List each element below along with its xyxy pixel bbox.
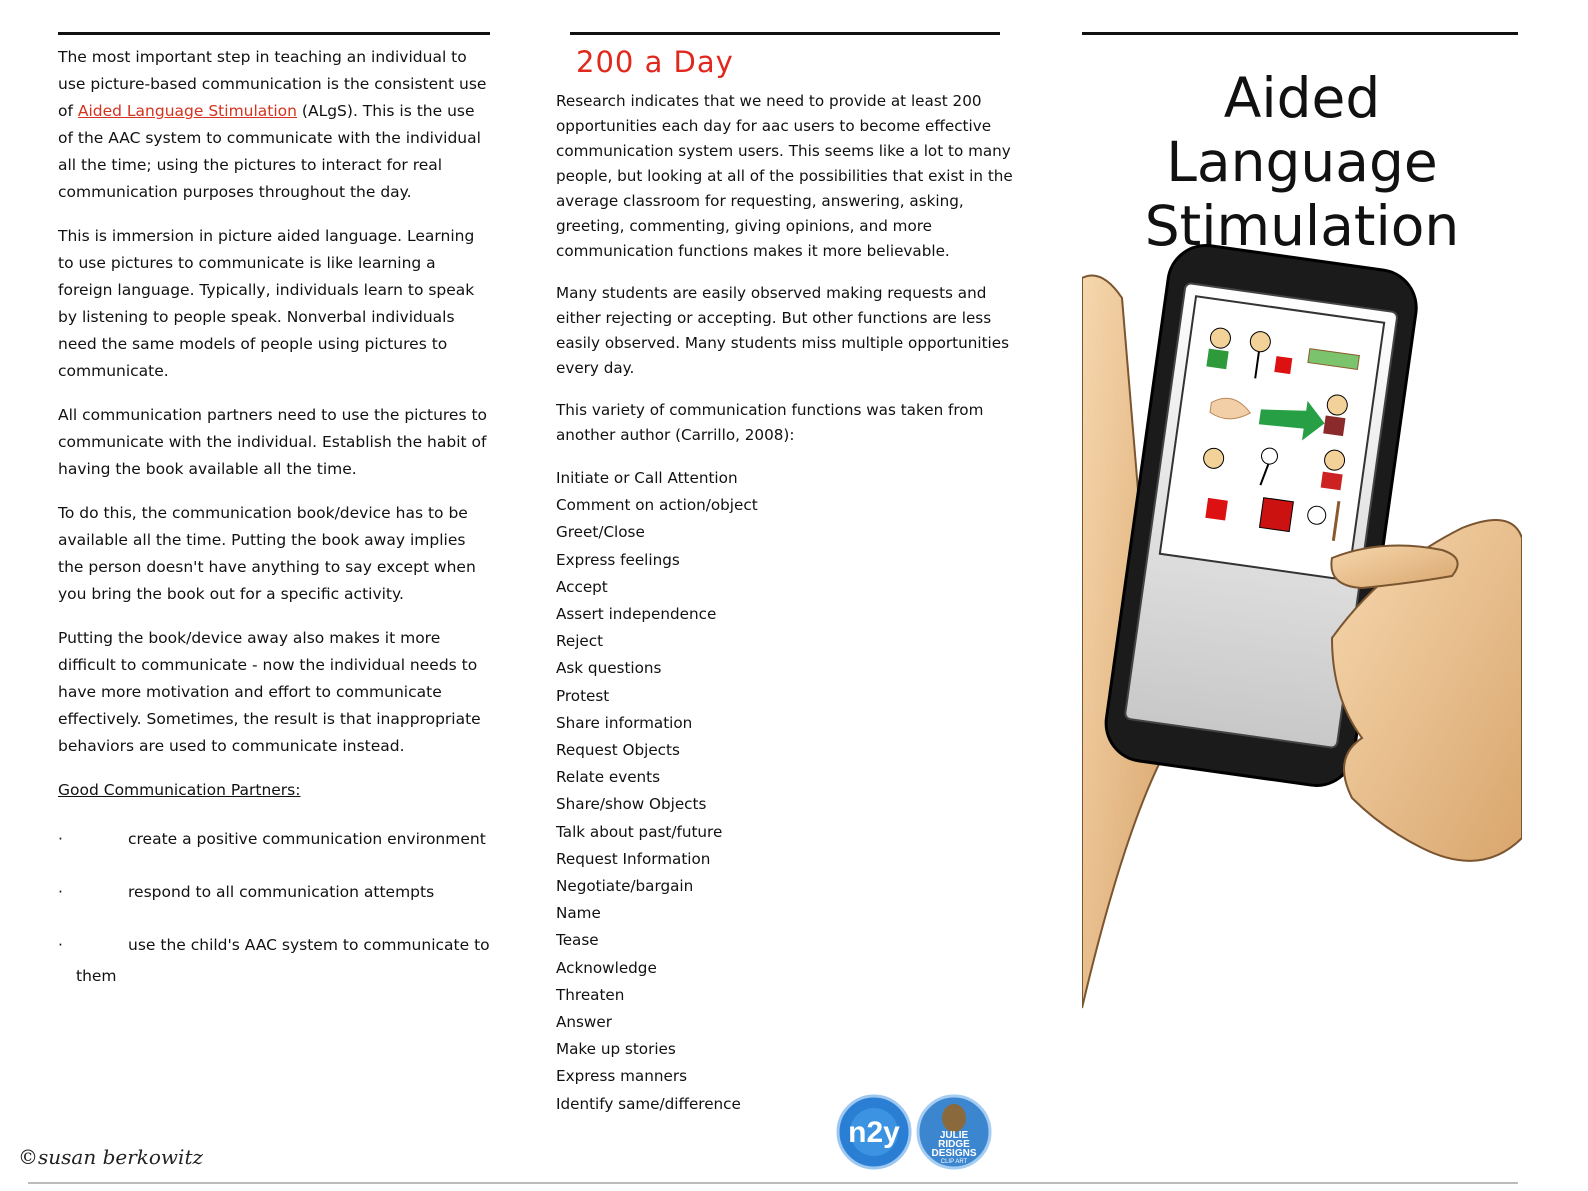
aided-language-stimulation-link[interactable]: Aided Language Stimulation bbox=[77, 102, 297, 120]
bullet-text: create a positive communication environment bbox=[128, 830, 486, 848]
title-line-1: Aided Language bbox=[1166, 66, 1438, 194]
communication-function-item: Express manners bbox=[556, 1067, 687, 1086]
intro-paragraph bbox=[58, 44, 490, 206]
bullet-text-continuation: them bbox=[76, 967, 117, 985]
communication-function-item: Request Objects bbox=[556, 741, 680, 760]
communication-function-item: Threaten bbox=[556, 985, 625, 1004]
julie-logo-line-3: DESIGNS bbox=[931, 1148, 977, 1159]
left-column bbox=[58, 44, 490, 1010]
variety-paragraph: This variety of communication functions was taken from another author (Carrillo, 2008): bbox=[556, 401, 984, 444]
bullet-dot: · bbox=[58, 830, 63, 848]
communication-function-item: Request Information bbox=[556, 849, 711, 868]
communication-function-item: Tease bbox=[556, 931, 599, 950]
communication-function-item: Negotiate/bargain bbox=[556, 877, 694, 896]
communication-function-item: Initiate or Call Attention bbox=[556, 469, 738, 487]
partner-bullet-2 bbox=[58, 879, 490, 906]
julie-logo-line-4: CLIP ART bbox=[940, 1159, 968, 1165]
brochure-title bbox=[1082, 66, 1522, 258]
partner-bullet-1 bbox=[58, 826, 490, 853]
communication-function-item: Greet/Close bbox=[556, 523, 645, 542]
good-partners-heading: Good Communication Partners: bbox=[58, 781, 301, 799]
section-heading-200-a-day: 200 a Day bbox=[576, 45, 734, 79]
students-paragraph: Many students are easily observed making requests and either rejecting or accepting. But other functions are less easily observed. Many students miss multiple opportunities every day. bbox=[556, 284, 1010, 377]
communication-function-item: Assert independence bbox=[556, 605, 717, 624]
communication-function-item: Talk about past/future bbox=[556, 822, 723, 841]
communication-function-item: Accept bbox=[556, 577, 608, 596]
communication-function-item: Express feelings bbox=[556, 550, 680, 569]
communication-function-item: Protest bbox=[556, 686, 610, 705]
intro-text-end: (ALgS). This is the use of the AAC system to communicate with the individual all the time; using the pictures to interact for real communication purposes throughout the day. bbox=[58, 102, 481, 201]
middle-column-top-rule bbox=[570, 32, 1000, 35]
communication-function-item: Reject bbox=[556, 632, 604, 651]
n2y-logo bbox=[836, 1094, 912, 1170]
communication-function-item: Ask questions bbox=[556, 659, 662, 678]
intro-text-start: The most important step in teaching an individual to use picture-based communication is the consistent use of bbox=[58, 48, 487, 120]
title-line-2: Stimulation bbox=[1144, 194, 1460, 258]
communication-function-item: Answer bbox=[556, 1013, 612, 1032]
julie-ridge-designs-logo bbox=[914, 1094, 994, 1170]
copyright-signature: ©susan berkowitz bbox=[18, 1145, 204, 1169]
bullet-dot: · bbox=[58, 883, 63, 901]
bullet-text: respond to all communication attempts bbox=[128, 883, 435, 901]
bullet-text: use the child's AAC system to communicate to bbox=[128, 936, 490, 954]
right-column-top-rule bbox=[1082, 32, 1518, 35]
communication-function-item: Identify same/difference bbox=[556, 1094, 741, 1113]
partners-paragraph: All communication partners need to use the pictures to communicate with the individual. Establish the habit of having the book available all the time. bbox=[58, 406, 488, 478]
research-paragraph: Research indicates that we need to provide at least 200 opportunities each day for aac users to become effective communication system users. This seems like a lot to many people, but looking at all of the possibilities that exist in the average classroom for requesting, answering, asking, greeting, commenting, giving opinions, and more communication functions makes it more believable. bbox=[556, 92, 1013, 260]
communication-function-item: Acknowledge bbox=[556, 958, 657, 977]
phone-in-hands-illustration bbox=[1082, 238, 1522, 1018]
communication-function-item: Share information bbox=[556, 713, 693, 732]
bottom-divider bbox=[28, 1182, 1518, 1184]
motivation-paragraph: Putting the book/device away also makes it more difficult to communicate - now the individual needs to have more motivation and effort to communicate effectively. Sometimes, the result is that inappropriate behaviors are used to communicate instead. bbox=[58, 629, 481, 755]
communication-functions-list bbox=[556, 465, 1022, 1118]
availability-paragraph: To do this, the communication book/device has to be available all the time. Putting the book away implies the person doesn't have anything to say except when you bring the book out for a specific activity. bbox=[58, 504, 476, 603]
picture-board bbox=[1160, 296, 1384, 580]
communication-function-item: Make up stories bbox=[556, 1040, 676, 1059]
n2y-logo-text: n2y bbox=[848, 1116, 900, 1149]
julie-logo-line-2: RIDGE bbox=[938, 1139, 970, 1150]
communication-function-item: Name bbox=[556, 904, 601, 923]
middle-column bbox=[556, 44, 1022, 1118]
communication-function-item: Relate events bbox=[556, 768, 661, 787]
immersion-paragraph: This is immersion in picture aided language. Learning to use pictures to communicate is like learning a foreign language. Typically, individuals learn to speak by listening to people speak. Nonverbal individuals need the same models of people using pictures to communicate. bbox=[58, 227, 475, 380]
julie-logo-line-1: JULIE bbox=[939, 1130, 969, 1141]
bullet-dot: · bbox=[58, 936, 63, 954]
partner-bullet-3 bbox=[58, 932, 490, 990]
communication-function-item: Comment on action/object bbox=[556, 496, 758, 515]
communication-function-item: Share/show Objects bbox=[556, 795, 707, 814]
left-column-top-rule bbox=[58, 32, 490, 35]
